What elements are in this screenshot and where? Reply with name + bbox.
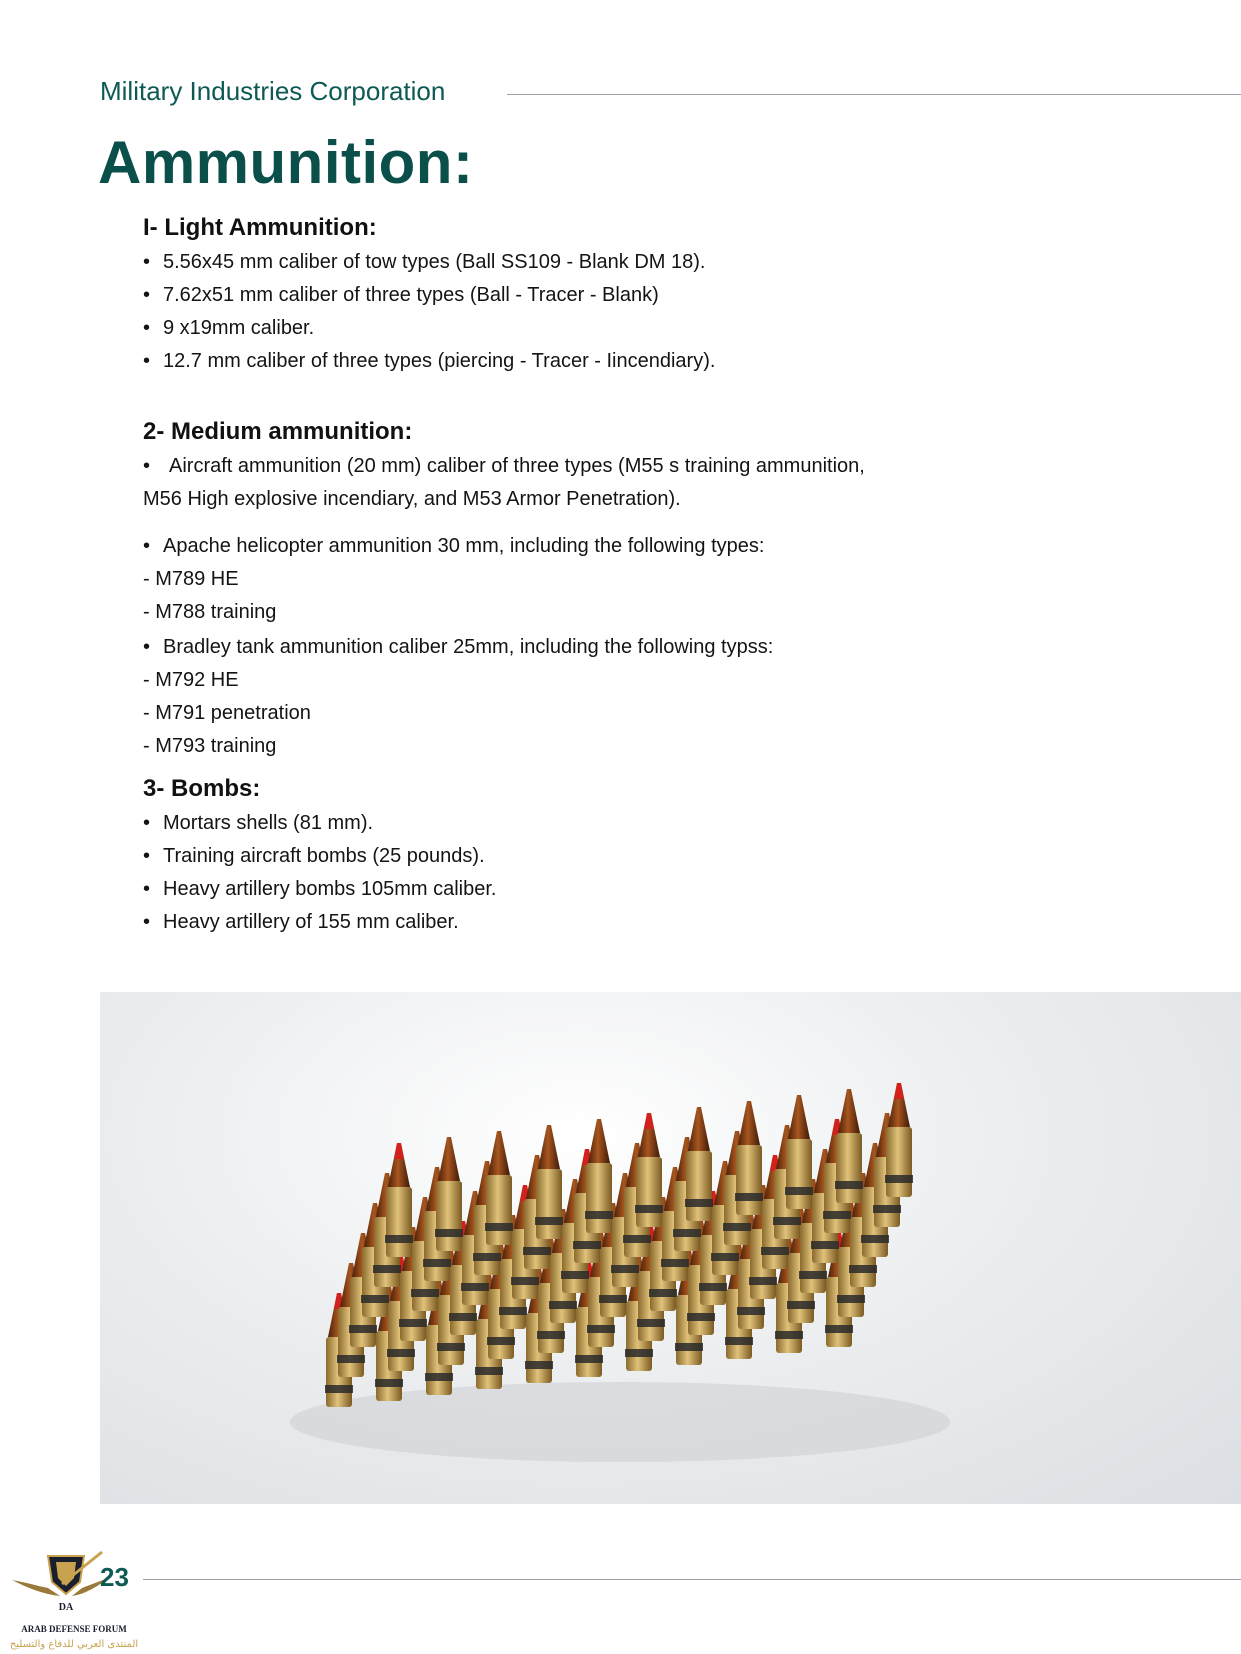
belt-link	[325, 1385, 353, 1393]
cartridge-case	[686, 1151, 712, 1221]
belt-link	[511, 1277, 539, 1285]
belt-link	[423, 1259, 451, 1267]
belt-link	[811, 1241, 839, 1249]
cartridge	[835, 1089, 863, 1203]
footer-divider	[143, 1579, 1241, 1580]
list-item	[143, 345, 943, 378]
bullet	[588, 1119, 610, 1163]
belt-link	[487, 1337, 515, 1345]
belt-link	[435, 1229, 463, 1237]
belt-link	[561, 1271, 589, 1279]
belt-link	[699, 1283, 727, 1291]
logo-text-ar: المنتدى العربي للدفاع والتسليح	[9, 1639, 139, 1650]
cartridge-case	[436, 1181, 462, 1251]
bullet-icon: •	[143, 251, 151, 273]
list-item-text: Heavy artillery bombs 105mm caliber.	[163, 878, 497, 900]
belt-link	[523, 1247, 551, 1255]
tracer-tip	[894, 1083, 904, 1099]
cartridge-case	[636, 1157, 662, 1227]
bullet	[488, 1131, 510, 1175]
belt-link	[749, 1277, 777, 1285]
belt-link	[575, 1355, 603, 1363]
belt-link	[537, 1331, 565, 1339]
belt-link	[637, 1319, 665, 1327]
belt-link	[461, 1283, 489, 1291]
section-bombs	[143, 771, 943, 939]
sub-item: - M791 penetration	[143, 702, 311, 724]
section-heading: 3- Bombs:	[143, 775, 261, 802]
belt-link	[661, 1259, 689, 1267]
belt-link	[737, 1307, 765, 1315]
list-item	[143, 807, 943, 840]
belt-link	[685, 1199, 713, 1207]
tracer-tip	[394, 1143, 404, 1159]
cartridge-case	[536, 1169, 562, 1239]
belt-link	[573, 1241, 601, 1249]
belt-link	[687, 1313, 715, 1321]
belt-link	[725, 1337, 753, 1345]
belt-link	[835, 1181, 863, 1189]
belt-link	[735, 1193, 763, 1201]
belt-link	[773, 1217, 801, 1225]
list-item	[143, 312, 943, 345]
bullet-icon: •	[143, 535, 151, 557]
cartridge	[435, 1137, 463, 1251]
cartridge	[485, 1131, 513, 1245]
belt-link	[675, 1343, 703, 1351]
section-medium-ammunition	[143, 414, 943, 763]
cartridge-case	[886, 1127, 912, 1197]
cartridge	[885, 1083, 913, 1197]
company-name: Military Industries Corporation	[100, 76, 446, 106]
belt-link	[785, 1187, 813, 1195]
bullet	[738, 1101, 760, 1145]
belt-link	[711, 1253, 739, 1261]
belt-link	[625, 1349, 653, 1357]
bullet-icon: •	[143, 845, 151, 867]
belt-link	[885, 1175, 913, 1183]
belt-link	[873, 1205, 901, 1213]
sub-item: - M789 HE	[143, 568, 239, 590]
belt-link	[499, 1307, 527, 1315]
belt-link	[411, 1289, 439, 1297]
list-item-text: Aircraft ammunition (20 mm) caliber of three types (M55 s training ammunition,	[169, 455, 865, 477]
bullet-icon: •	[143, 317, 151, 339]
belt-link	[549, 1301, 577, 1309]
belt-link	[437, 1343, 465, 1351]
belt-link	[673, 1229, 701, 1237]
tracer-tip	[644, 1113, 654, 1129]
logo-mark: DA	[58, 1602, 74, 1613]
sub-item: - M788 training	[143, 601, 277, 623]
belt-link	[775, 1331, 803, 1339]
bullet	[788, 1095, 810, 1139]
belt-link	[787, 1301, 815, 1309]
list-item-text: Heavy artillery of 155 mm caliber.	[163, 911, 459, 933]
cartridge	[585, 1119, 613, 1233]
cartridge-case	[486, 1175, 512, 1245]
cartridge-case	[736, 1145, 762, 1215]
belt-link	[861, 1235, 889, 1243]
belt-link	[525, 1361, 553, 1369]
section-heading: 2- Medium ammunition:	[143, 418, 413, 445]
belt-link	[585, 1211, 613, 1219]
cartridge-case	[386, 1187, 412, 1257]
ammunition-belt-illustration	[100, 992, 1241, 1504]
list-item	[143, 450, 943, 483]
cartridge	[535, 1125, 563, 1239]
bullet-icon: •	[143, 284, 151, 306]
list-item-text: 7.62x51 mm caliber of three types (Ball - Tracer - Blank)	[163, 284, 659, 306]
bullet-icon: •	[143, 878, 151, 900]
belt-link	[837, 1295, 865, 1303]
bullet	[688, 1107, 710, 1151]
bullet-icon: •	[143, 911, 151, 933]
cartridge	[785, 1095, 813, 1209]
list-item-text: Apache helicopter ammunition 30 mm, including the following types:	[163, 535, 765, 557]
list-item	[143, 873, 943, 906]
belt-link	[825, 1325, 853, 1333]
belt-link	[373, 1265, 401, 1273]
bullet	[538, 1125, 560, 1169]
bullet-icon: •	[143, 812, 151, 834]
bullet	[838, 1089, 860, 1133]
list-item-text: 12.7 mm caliber of three types (piercing - Tracer - Iincendiary).	[163, 350, 716, 372]
belt-link	[611, 1265, 639, 1273]
belt-link	[723, 1223, 751, 1231]
belt-link	[823, 1211, 851, 1219]
belt-link	[635, 1205, 663, 1213]
cartridge-case	[836, 1133, 862, 1203]
cartridge	[685, 1107, 713, 1221]
belt-link	[587, 1325, 615, 1333]
bullet-icon: •	[143, 350, 151, 372]
page-number: 23	[100, 1562, 129, 1592]
list-item-text: Bradley tank ammunition caliber 25mm, including the following typss:	[163, 636, 774, 658]
belt-link	[349, 1325, 377, 1333]
cartridge	[385, 1143, 413, 1257]
cartridge-rows	[325, 1083, 913, 1407]
cartridge	[635, 1113, 663, 1227]
belt-link	[485, 1223, 513, 1231]
list-item	[143, 906, 943, 939]
belt-link	[475, 1367, 503, 1375]
belt-link	[623, 1235, 651, 1243]
list-item-text: Mortars shells (81 mm).	[163, 812, 374, 834]
list-item	[143, 840, 943, 873]
sub-item: - M793 training	[143, 735, 277, 757]
cartridge-case	[786, 1139, 812, 1209]
page-header	[100, 76, 1241, 112]
header-divider	[507, 94, 1241, 95]
list-item-text: 9 x19mm caliber.	[163, 317, 315, 339]
belt-link	[387, 1349, 415, 1357]
belt-link	[375, 1379, 403, 1387]
bullet-icon: •	[143, 455, 151, 477]
bullet	[438, 1137, 460, 1181]
belt-link	[449, 1313, 477, 1321]
belt-link	[535, 1217, 563, 1225]
page-title: Ammunition:	[98, 129, 474, 196]
bullet-icon: •	[143, 636, 151, 658]
belt-link	[399, 1319, 427, 1327]
belt-link	[761, 1247, 789, 1255]
belt-link	[799, 1271, 827, 1279]
section-light-ammunition	[143, 210, 943, 378]
belt-link	[849, 1265, 877, 1273]
belt-link	[337, 1355, 365, 1363]
list-item	[143, 631, 943, 664]
logo-text-en: ARAB DEFENSE FORUM	[21, 1624, 127, 1634]
sub-item: - M792 HE	[143, 669, 239, 691]
list-item-text: 5.56x45 mm caliber of tow types (Ball SS109 - Blank DM 18).	[163, 251, 706, 273]
list-item	[143, 530, 943, 563]
cartridge	[735, 1101, 763, 1215]
belt-link	[385, 1235, 413, 1243]
belt-link	[425, 1373, 453, 1381]
list-item-text: Training aircraft bombs (25 pounds).	[163, 845, 485, 867]
content-body	[143, 210, 943, 939]
belt-link	[599, 1295, 627, 1303]
belt-link	[361, 1295, 389, 1303]
list-item	[143, 246, 943, 279]
cartridge-case	[586, 1163, 612, 1233]
belt-link	[473, 1253, 501, 1261]
list-item	[143, 279, 943, 312]
list-item-continuation: M56 High explosive incendiary, and M53 Armor Penetration).	[143, 488, 681, 510]
section-heading: I- Light Ammunition:	[143, 214, 377, 241]
belt-link	[649, 1289, 677, 1297]
ammunition-belt-photo	[100, 992, 1241, 1504]
